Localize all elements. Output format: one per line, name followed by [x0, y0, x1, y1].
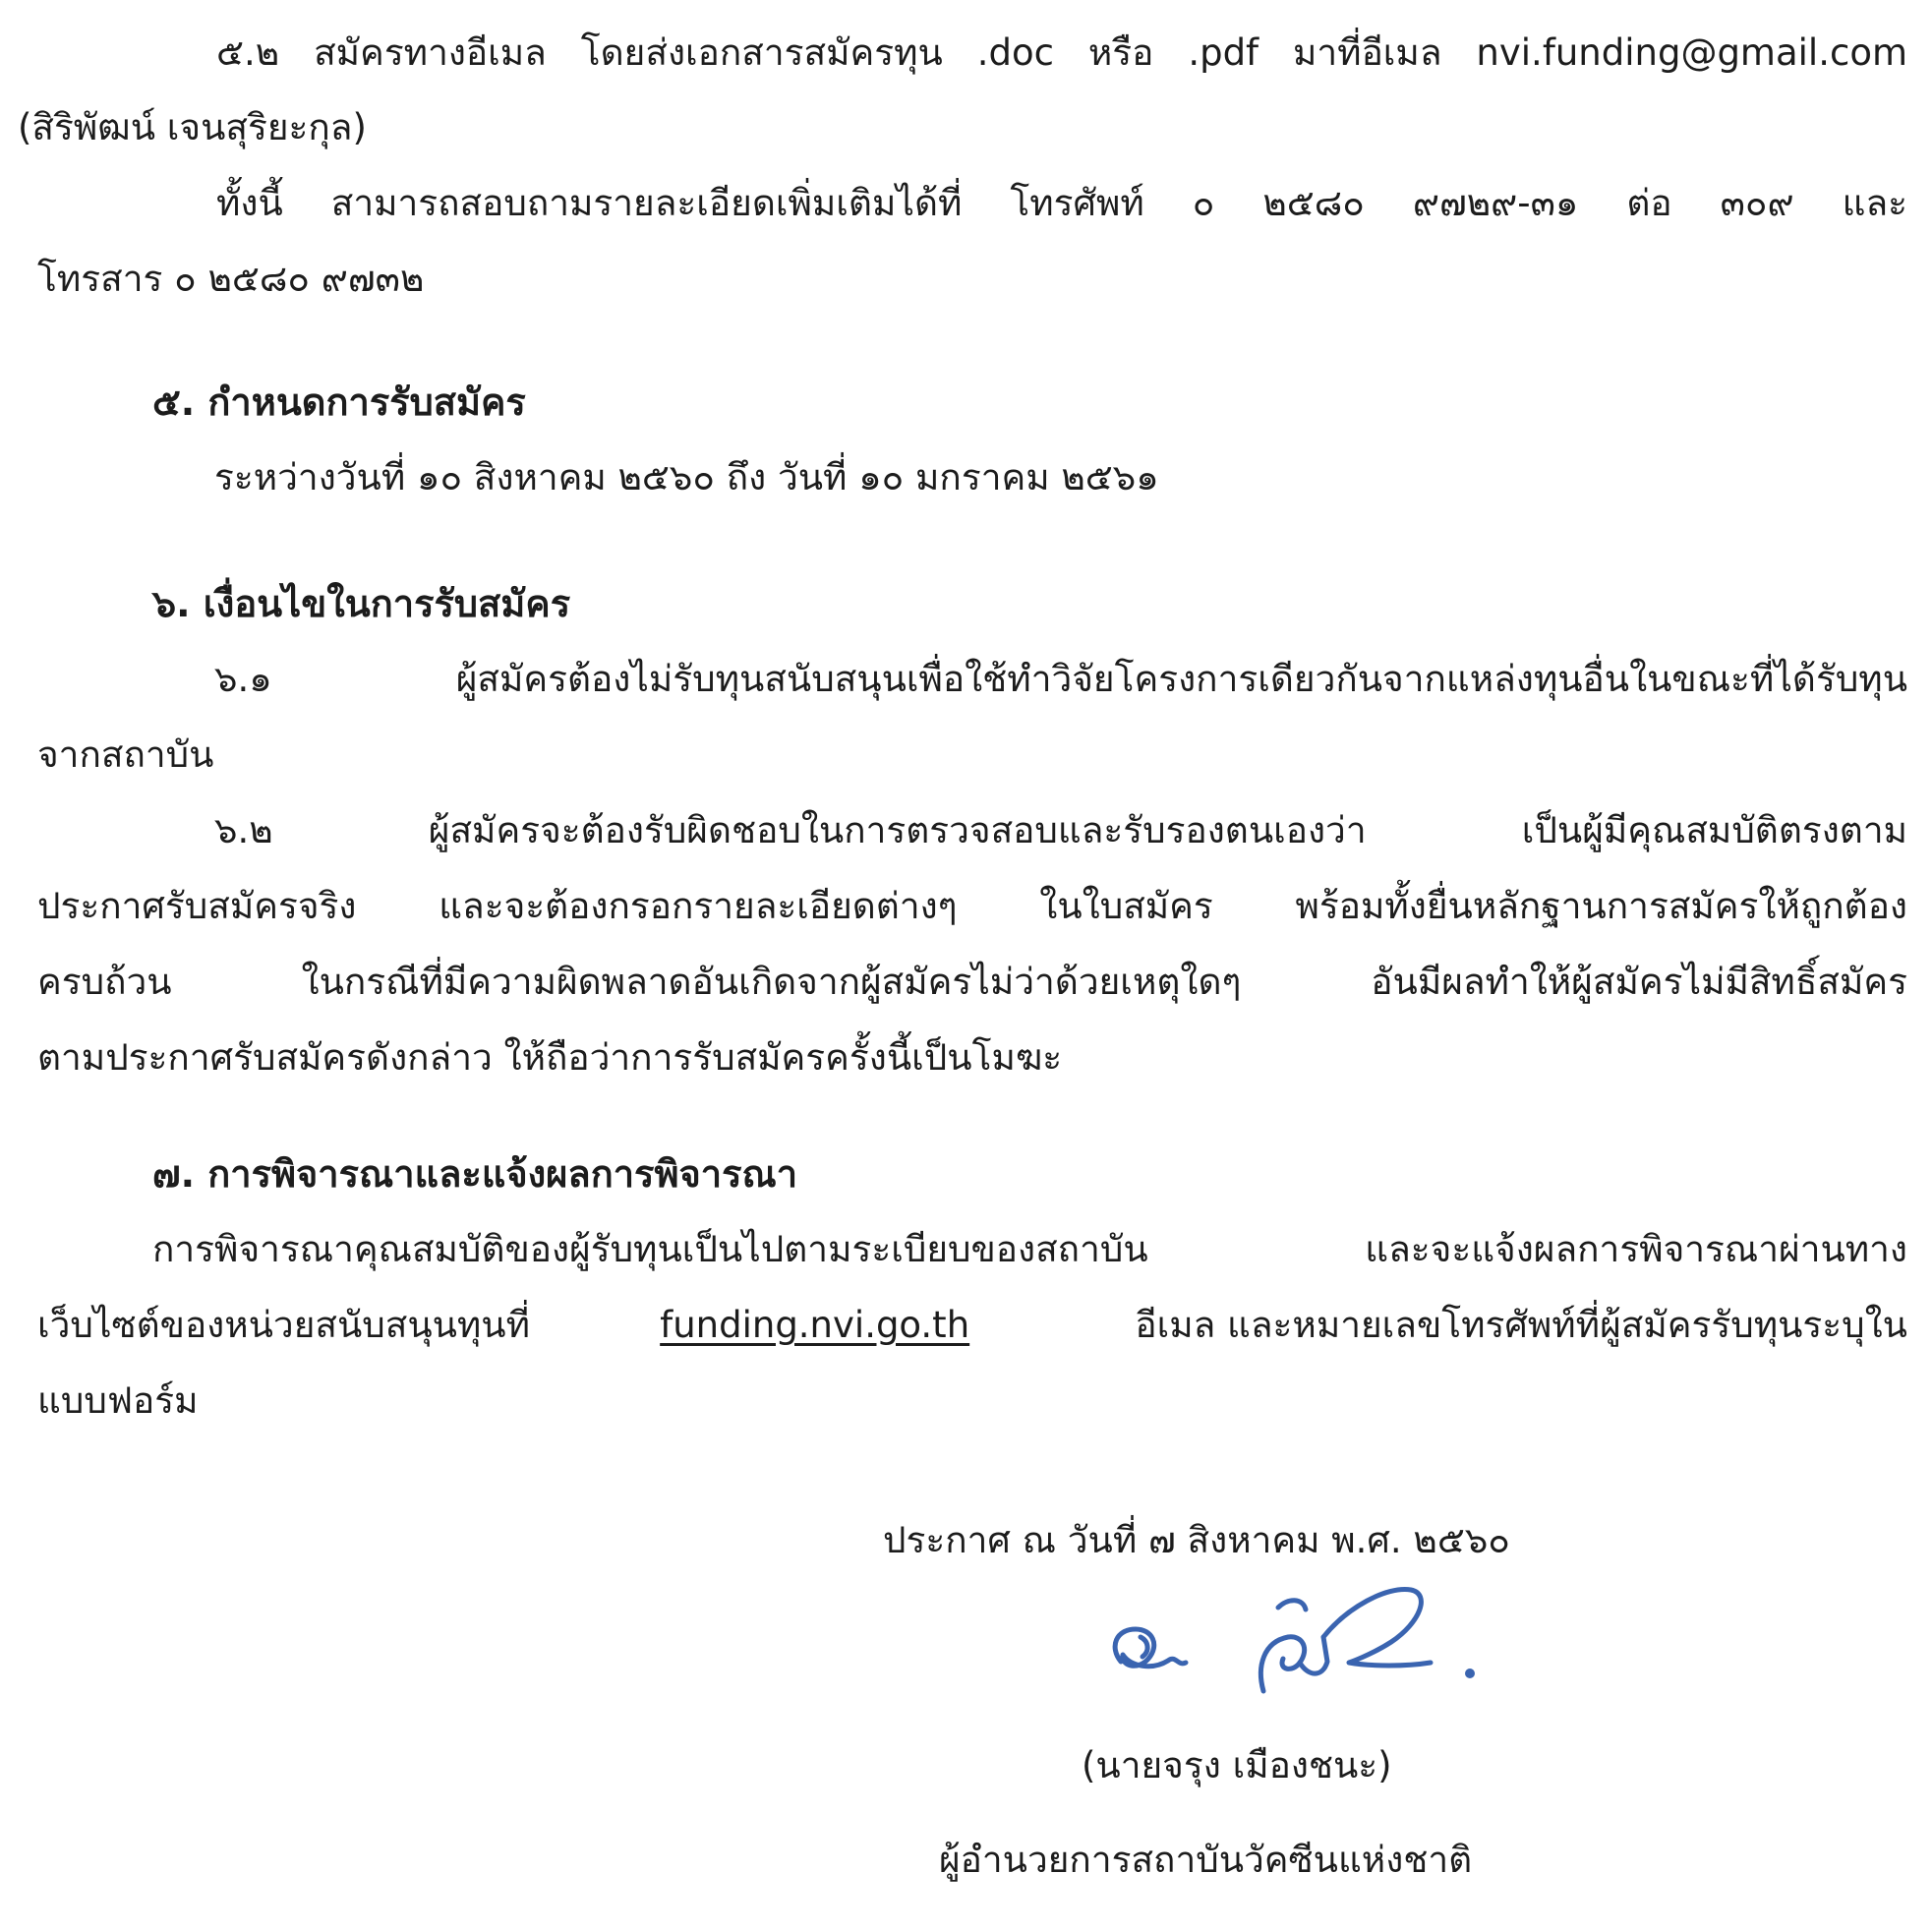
sec7-line2: [37, 1302, 1907, 1349]
sec5-heading: ๕. กำหนดการรับสมัคร: [152, 381, 526, 424]
handwritten-signature: [1091, 1568, 1504, 1706]
sec4-2-line2: (สิริพัฒน์ เจนสุริยะกุล): [18, 106, 367, 148]
sec5-line1: ระหว่างวันที่ ๑๐ สิงหาคม ๒๕๖๐ ถึง วันที่ ๑๐ มกราคม ๒๕๖๑: [214, 456, 1159, 498]
contact-line1: ทั้งนี้ สามารถสอบถามรายละเอียดเพิ่มเติมได้ที่ โทรศัพท์ ๐ ๒๕๘๐ ๙๗๒๙-๓๑ ต่อ ๓๐๙ และ: [216, 182, 1907, 224]
sec7-heading: ๗. การพิจารณาและแจ้งผลการพิจารณา: [152, 1152, 798, 1196]
sec6-heading: ๖. เงื่อนไขในการรับสมัคร: [152, 582, 571, 625]
funding-website-link[interactable]: funding.nvi.go.th: [660, 1304, 970, 1346]
contact-line2: โทรสาร ๐ ๒๕๘๐ ๙๗๓๒: [37, 258, 425, 300]
signatory-title: ผู้อำนวยการสถาบันวัคซีนแห่งชาติ: [939, 1839, 1473, 1881]
sec7-line2-pre: เว็บไซต์ของหน่วยสนับสนุนทุนที่: [37, 1304, 530, 1346]
sec6-p2-line1: ๖.๒ ผู้สมัครจะต้องรับผิดชอบในการตรวจสอบและรับรองตนเองว่า เป็นผู้มีคุณสมบัติตรงตาม: [214, 809, 1907, 851]
sec6-p1-line2: จากสถาบัน: [37, 733, 214, 776]
announcement-date: ประกาศ ณ วันที่ ๗ สิงหาคม พ.ศ. ๒๕๖๐: [883, 1519, 1510, 1561]
sec6-p2-line4: ตามประกาศรับสมัครดังกล่าว ให้ถือว่าการรับสมัครครั้งนี้เป็นโมฆะ: [37, 1036, 1063, 1079]
sec6-p1-line1: ๖.๑ ผู้สมัครต้องไม่รับทุนสนับสนุนเพื่อใช้ทำวิจัยโครงการเดียวกันจากแหล่งทุนอื่นในขณะที่ได้รับทุน: [214, 658, 1907, 700]
signatory-name: (นายจรุง เมืองชนะ): [1082, 1744, 1392, 1786]
sec4-2-line1: ๕.๒ สมัครทางอีเมล โดยส่งเอกสารสมัครทุน .doc หรือ .pdf มาที่อีเมล nvi.funding@gmail.com: [216, 31, 1907, 74]
sec7-line2-post: อีเมล และหมายเลขโทรศัพท์ที่ผู้สมัครรับทุนระบุใน: [1135, 1304, 1907, 1346]
sec7-line3: แบบฟอร์ม: [37, 1379, 199, 1422]
sec6-p2-line2: ประกาศรับสมัครจริง และจะต้องกรอกรายละเอียดต่างๆ ในใบสมัคร พร้อมทั้งยื่นหลักฐานการสมัครให้ถูกต้อง: [37, 885, 1907, 927]
sec7-line1: การพิจารณาคุณสมบัติของผู้รับทุนเป็นไปตามระเบียบของสถาบัน และจะแจ้งผลการพิจารณาผ่านทาง: [152, 1228, 1907, 1270]
sec6-p2-line3: ครบถ้วน ในกรณีที่มีความผิดพลาดอันเกิดจากผู้สมัครไม่ว่าด้วยเหตุใดๆ อันมีผลทำให้ผู้สมัครไม่มีสิทธิ์สมัคร: [37, 961, 1907, 1003]
